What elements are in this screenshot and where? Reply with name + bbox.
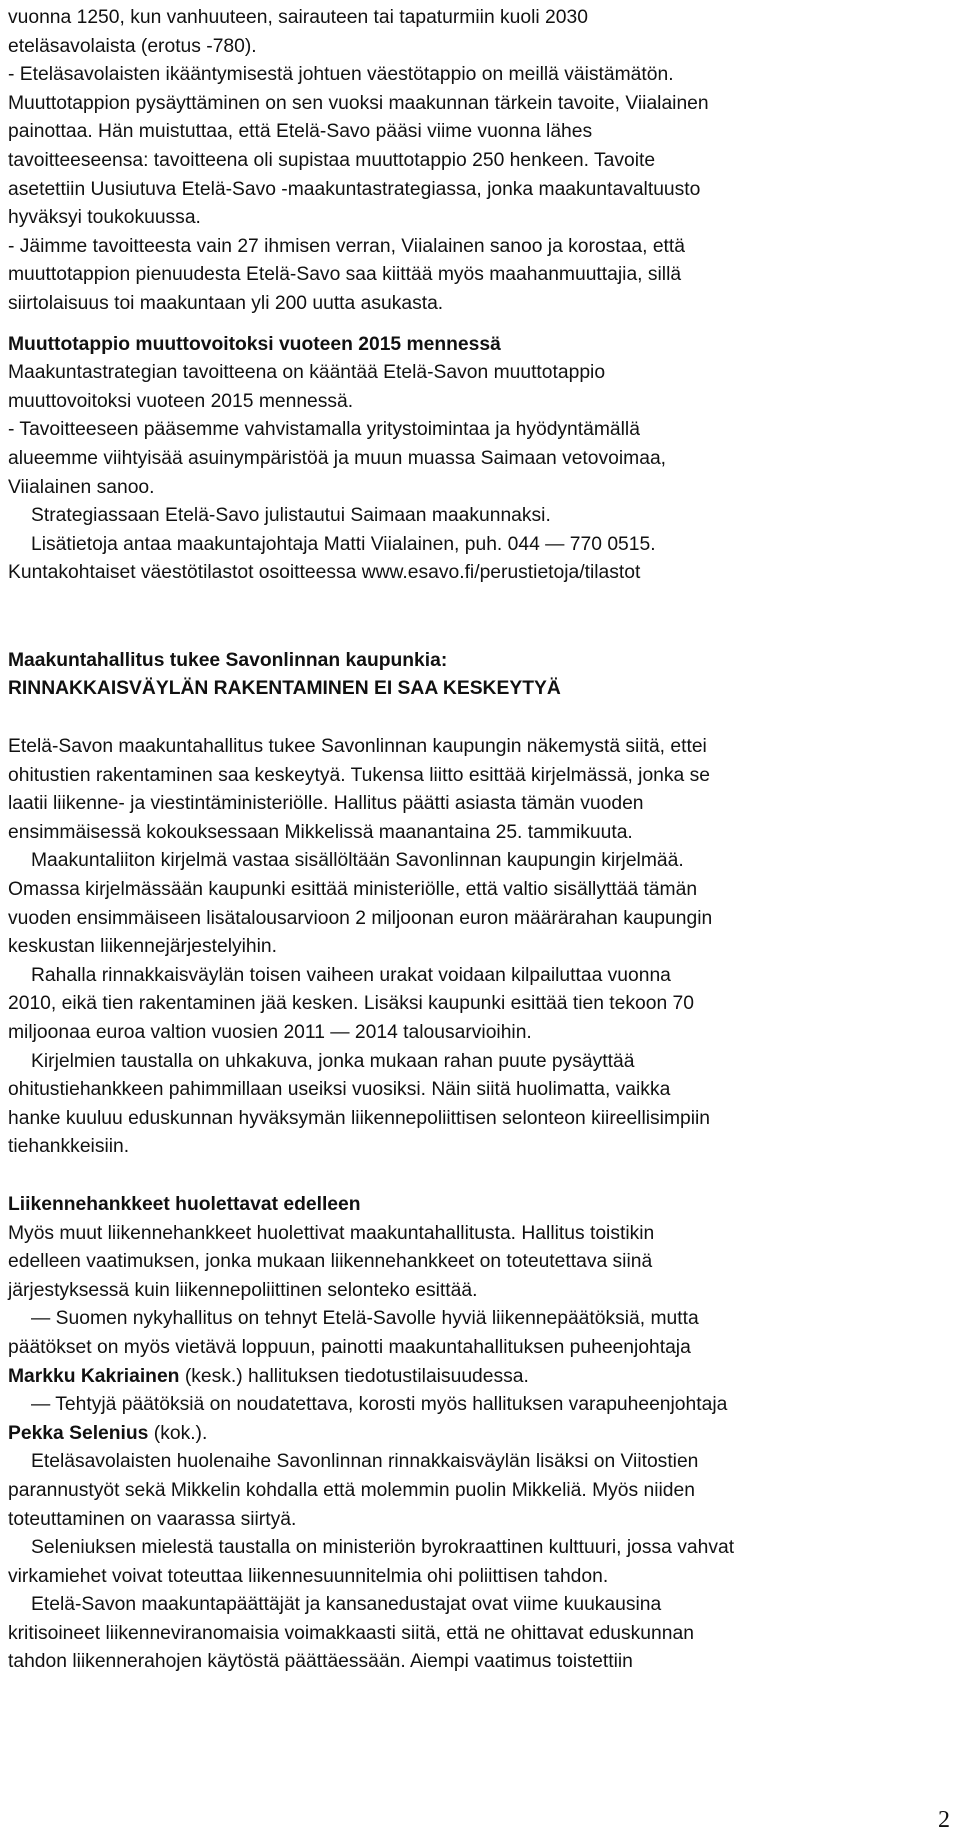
text-line: Lisätietoja antaa maakuntajohtaja Matti Viialainen, puh. 044 — 770 0515. [31, 533, 656, 555]
text-fragment: (kesk.) hallituksen tiedotustilaisuudessa. [179, 1365, 529, 1387]
text-column [8, 4, 953, 1677]
text-line: vuoden ensimmäiseen lisätalousarvioon 2 miljoonan euron määrärahan kaupungin [8, 907, 713, 929]
text-line: laatii liikenne- ja viestintäministeriölle. Hallitus päätti asiasta tämän vuoden [8, 793, 644, 815]
text-line: vuonna 1250, kun vanhuuteen, sairauteen tai tapaturmiin kuoli 2030 [8, 7, 588, 28]
text-line: ensimmäisessä kokouksessaan Mikkelissä maanantaina 25. tammikuuta. [8, 821, 633, 843]
text-line: Kirjelmien taustalla on uhkakuva, jonka mukaan rahan puute pysäyttää [31, 1050, 635, 1072]
statistics-link-line: Kuntakohtaiset väestötilastot osoitteessa www.esavo.fi/perustietoja/tilastot [8, 562, 641, 584]
text-line: — Suomen nykyhallitus on tehnyt Etelä-Savolle hyviä liikennepäätöksiä, mutta [31, 1308, 699, 1330]
text-line: Rahalla rinnakkaisväylän toisen vaiheen urakat voidaan kilpailuttaa vuonna [31, 964, 671, 986]
text-fragment: (kok.). [148, 1422, 208, 1444]
text-line: kritisoineet liikenneviranomaisia voimakkaasti siitä, että ne ohittavat eduskunnan [8, 1622, 694, 1644]
text-line: hyväksyi toukokuussa. [8, 207, 201, 229]
text-line: järjestyksessä kuin liikennepoliittinen selonteko esittää. [8, 1279, 478, 1301]
text-line: keskustan liikennejärjestelyihin. [8, 936, 278, 958]
text-line: tiehankkeisiin. [8, 1136, 130, 1158]
text-line: siirtolaisuus toi maakuntaan yli 200 uutta asukasta. [8, 292, 444, 314]
spacer [8, 704, 953, 733]
paragraph-population-loss [8, 4, 953, 319]
text-line: eteläsavolaista (erotus -780). [8, 35, 257, 57]
spacer [8, 588, 953, 647]
text-line: muuttovoitoksi vuoteen 2015 mennessä. [8, 390, 354, 412]
text-line: tahdon liikennerahojen käytöstä päättäessään. Aiempi vaatimus toistettiin [8, 1651, 633, 1673]
text-line: tavoitteeseensa: tavoitteena oli supistaa muuttotappio 250 henkeen. Tavoite [8, 149, 656, 171]
text-line: asetettiin Uusiutuva Etelä-Savo -maakuntastrategiassa, jonka maakuntavaltuusto [8, 178, 701, 200]
text-line: Maakuntaliiton kirjelmä vastaa sisällöltään Savonlinnan kaupungin kirjelmää. [31, 850, 684, 872]
text-line: 2010, eikä tien rakentaminen jää kesken. Lisäksi kaupunki esittää tien tekoon 70 [8, 993, 694, 1015]
text-line: Myös muut liikennehankkeet huolettivat maakuntahallitusta. Hallitus toistikin [8, 1222, 655, 1244]
section-heading: Liikennehankkeet huolettavat edelleen [8, 1193, 361, 1215]
text-line: Omassa kirjelmässään kaupunki esittää ministeriölle, että valtio sisällyttää tämän [8, 879, 698, 901]
text-line: Strategiassaan Etelä-Savo julistautui Saimaan maakunnaksi. [31, 505, 551, 527]
text-line: hanke kuuluu eduskunnan hyväksymän liikennepoliittisen selonteon kiireellisimpiin [8, 1107, 711, 1129]
text-line: - Tavoitteeseen pääsemme vahvistamalla yritystoimintaa ja hyödyntämällä [8, 419, 640, 441]
text-line: Viialainen sanoo. [8, 476, 155, 498]
text-line: - Eteläsavolaisten ikääntymisestä johtuen väestötappio on meillä väistämätön. [8, 64, 674, 86]
text-line: alueemme viihtyisää asuinympäristöä ja muun muassa Saimaan vetovoimaa, [8, 447, 667, 469]
text-line: Etelä-Savon maakuntahallitus tukee Savonlinnan kaupungin näkemystä siitä, ettei [8, 736, 707, 758]
text-line: painottaa. Hän muistuttaa, että Etelä-Savo pääsi viime vuonna lähes [8, 121, 593, 143]
text-line: Etelä-Savon maakuntapäättäjät ja kansanedustajat ovat viime kuukausina [31, 1594, 662, 1616]
person-name: Markku Kakriainen [8, 1365, 180, 1387]
text-line-with-name [8, 1363, 953, 1392]
section-heading: Muuttotappio muuttovoitoksi vuoteen 2015 mennessä [8, 333, 501, 355]
text-line: virkamiehet voivat toteuttaa liikennesuunnitelmia ohi poliittisen tahdon. [8, 1565, 609, 1587]
text-line: Eteläsavolaisten huolenaihe Savonlinnan rinnakkaisväylän lisäksi on Viitostien [31, 1451, 699, 1473]
article-transport-projects [8, 1191, 953, 1677]
spacer [8, 1162, 953, 1191]
text-line: miljoonaa euroa valtion vuosien 2011 — 2014 talousarvioihin. [8, 1022, 532, 1043]
text-line: edelleen vaatimuksen, jonka mukaan liikennehankkeet on toteutettava siinä [8, 1251, 653, 1273]
text-line: Muuttotappion pysäyttäminen on sen vuoksi maakunnan tärkein tavoite, Viialainen [8, 92, 709, 114]
person-name: Pekka Selenius [8, 1422, 149, 1444]
text-line: toteuttaminen on vaarassa siirtyä. [8, 1508, 297, 1530]
text-line: - Jäimme tavoitteesta vain 27 ihmisen verran, Viialainen sanoo ja korostaa, että [8, 235, 685, 257]
article-heading: Maakuntahallitus tukee Savonlinnan kaupunkia: [8, 649, 448, 671]
text-line: päätökset on myös vietävä loppuun, painotti maakuntahallituksen puheenjohtaja [8, 1336, 691, 1358]
text-line: ohitustien rakentaminen saa keskeytyä. Tukensa liitto esittää kirjelmässä, jonka se [8, 764, 710, 786]
text-line-with-name [8, 1420, 953, 1449]
text-line: — Tehtyjä päätöksiä on noudatettava, korosti myös hallituksen varapuheenjohtaja [31, 1394, 728, 1416]
article-savonlinna [8, 647, 953, 1162]
spacer [8, 319, 953, 331]
text-line: muuttotappion pienuudesta Etelä-Savo saa kiittää myös maahanmuuttajia, sillä [8, 264, 682, 286]
text-line: Seleniuksen mielestä taustalla on ministeriön byrokraattinen kulttuuri, jossa vahvat [31, 1537, 735, 1559]
article-heading: RINNAKKAISVÄYLÄN RAKENTAMINEN EI SAA KESKEYTYÄ [8, 678, 561, 700]
text-line: Maakuntastrategian tavoitteena on kääntää Etelä-Savon muuttotappio [8, 362, 606, 384]
text-line: parannustyöt sekä Mikkelin kohdalla että molemmin puolin Mikkeliä. Myös niiden [8, 1479, 695, 1501]
text-line: ohitustiehankkeen pahimmillaan useiksi vuosiksi. Näin siitä huolimatta, vaikka [8, 1079, 671, 1101]
paragraph-migration-goal [8, 331, 953, 588]
page-number: 2 [938, 1807, 950, 1833]
